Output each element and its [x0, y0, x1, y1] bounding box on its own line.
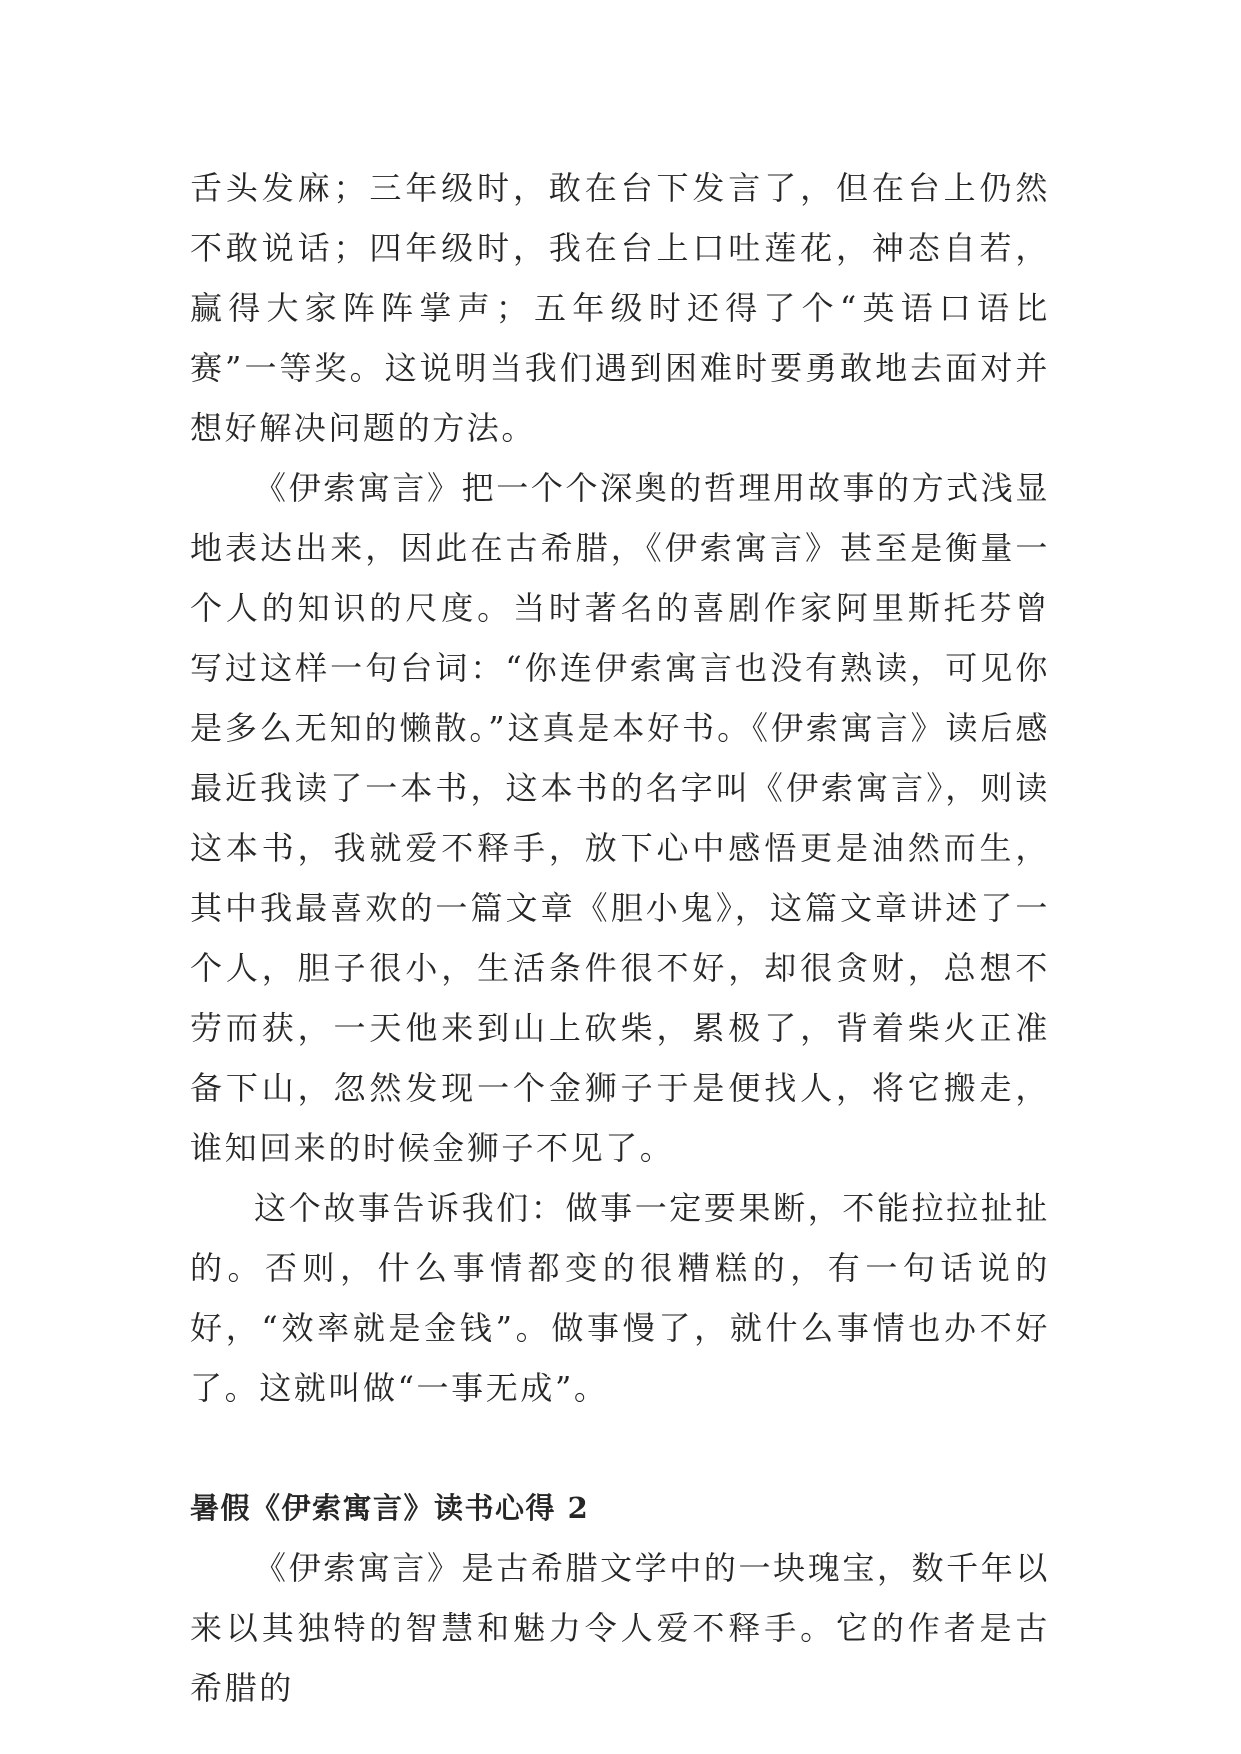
paragraph-continued: 舌头发麻；三年级时，敢在台下发言了，但在台上仍然不敢说话；四年级时，我在台上口吐莲花，神态自若，赢得大家阵阵掌声；五年级时还得了个“英语口语比赛”一等奖。这说明当我们遇到困难时要勇敢地去面对并想好解决问题的方法。 — [190, 169, 1050, 447]
paragraph-aesop-intro: 《伊索寓言》把一个个深奥的哲理用故事的方式浅显地表达出来，因此在古希腊，《伊索寓言》甚至是衡量一个人的知识的尺度。当时著名的喜剧作家阿里斯托芬曾写过这样一句台词：“你连伊索寓言也没有熟读，可见你是多么无知的懒散。”这真是本好书。《伊索寓言》读后感最近我读了一本书，这本书的名字叫《伊索寓言》，则读这本书，我就爱不释手，放下心中感悟更是油然而生，其中我最喜欢的一篇文章《胆小鬼》，这篇文章讲述了一个人，胆子很小，生活条件很不好，却很贪财，总想不劳而获，一天他来到山上砍柴，累极了，背着柴火正准备下山，忽然发现一个金狮子于是便找人，将它搬走，谁知回来的时候金狮子不见了。 — [190, 469, 1050, 1167]
paragraph-story-lesson: 这个故事告诉我们：做事一定要果断，不能拉拉扯扯的。否则，什么事情都变的很糟糕的，有一句话说的好，“效率就是金钱”。做事慢了，就什么事情也办不好了。这就叫做“一事无成”。 — [190, 1189, 1050, 1407]
section-title: 暑假《伊索寓言》读书心得 2 — [190, 1491, 590, 1525]
document-body — [190, 158, 1050, 1718]
paragraph-section-two: 《伊索寓言》是古希腊文学中的一块瑰宝，数千年以来以其独特的智慧和魅力令人爱不释手。它的作者是古希腊的 — [190, 1549, 1050, 1707]
